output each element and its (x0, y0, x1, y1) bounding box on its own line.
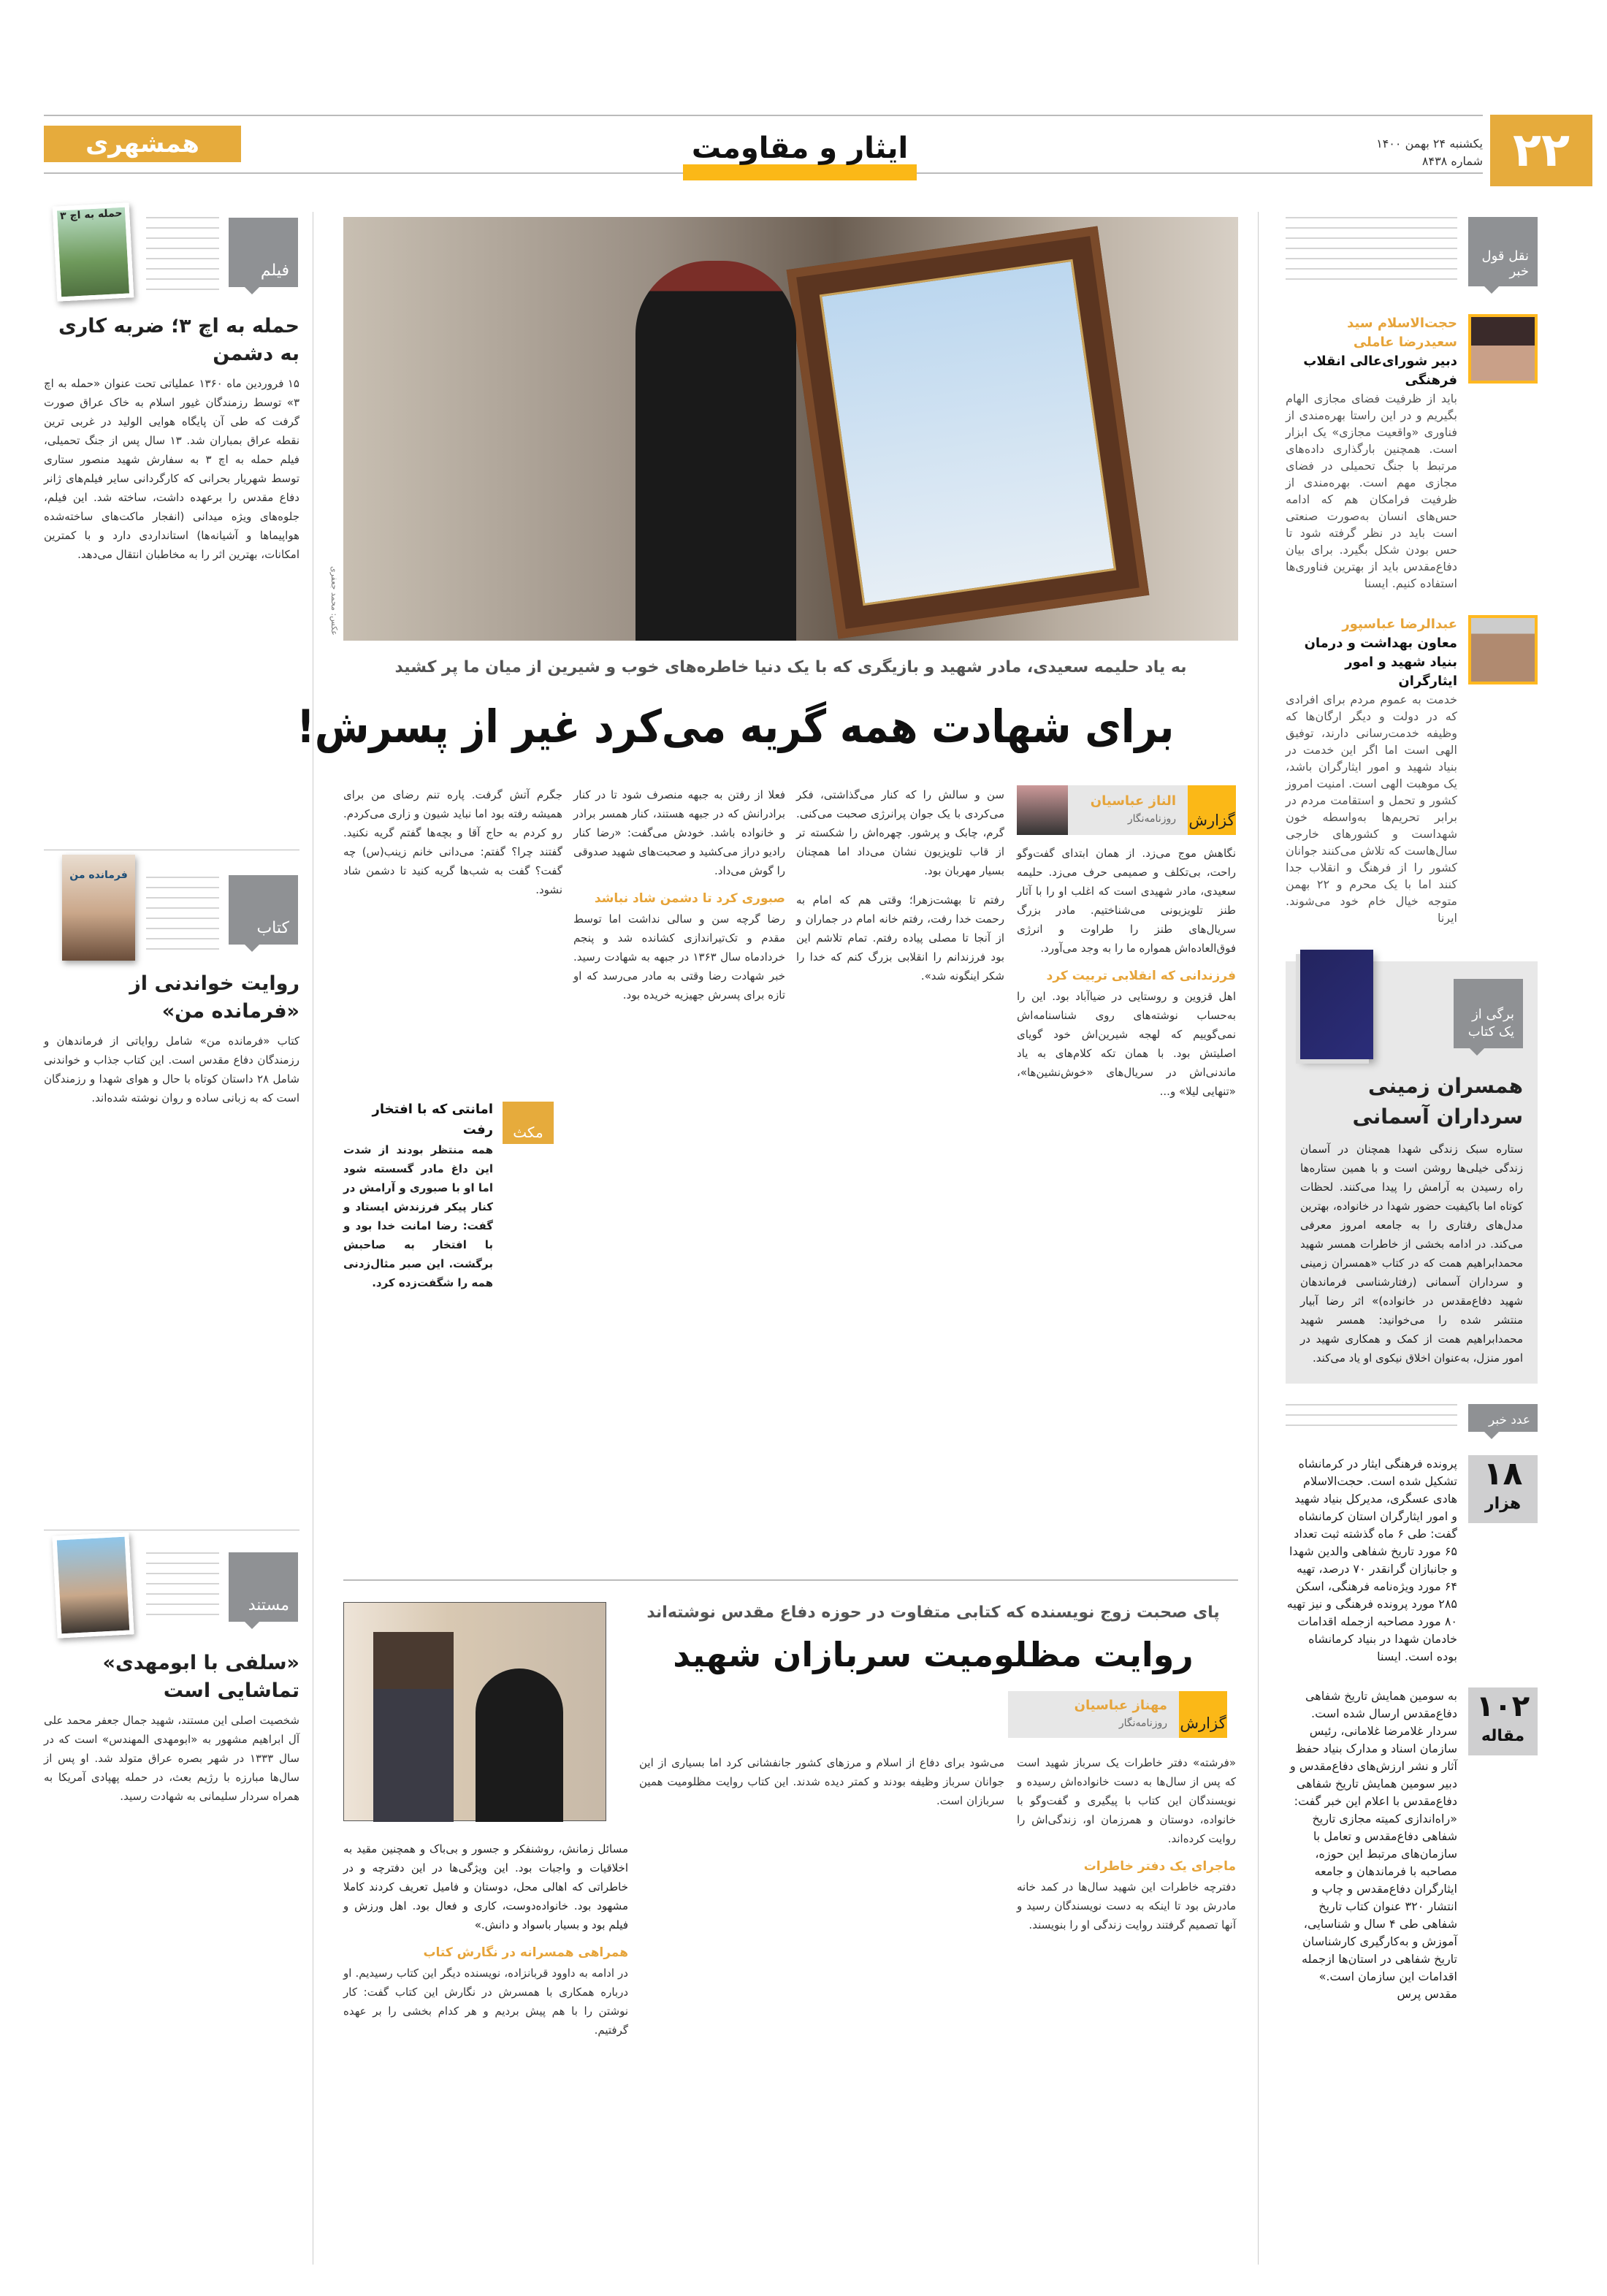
quote-name: عبدالرضا عباسپور (1342, 617, 1457, 632)
number-item (1286, 1455, 1538, 1666)
decor-lines (146, 877, 219, 950)
column-divider (1258, 212, 1259, 2265)
quote-header (1286, 217, 1538, 286)
book-title: روایت خواندنی از «فرمانده من» (129, 972, 299, 1023)
header-top-rule (44, 115, 1483, 116)
portrait-frame (787, 226, 1150, 639)
author-name: مهناز عباسیان (1074, 1698, 1167, 1713)
article-subhead: صبوری کرد تا دشمن شاد نباشد (594, 891, 785, 906)
article-subhead: فرزندانی که انقلابی تربیت کرد (1046, 969, 1236, 983)
tag-pause: مکث (503, 1102, 554, 1144)
article-paragraph: رضا گرچه سن و سالی نداشت اما توسط مقدم و تک‌تیراندازی کشانده شد و پنجم خردادماه سال ۱۳۶۳ در جبهه به شهادت رسید. خبر شهادت رضا وقتی به مادر می‌رسد که او تازه برای پسرش جهیزیه خریده بود. (573, 912, 785, 1002)
quote-role: دبیر شورای‌عالی انقلاب فرهنگی (1303, 354, 1457, 388)
article-paragraph: رفتم تا بهشت‌زهرا؛ وقتی هم که امام به رحمت خدا رفت، رفتم خانه امام در جماران و از آنجا تا مصلی پیاده رفتم. تمام تلاشم این بود فرزندانم را انقلابی بزرگ کنم که خدا را شکر اینگونه شد». (796, 893, 1004, 983)
authors-photo (343, 1602, 606, 1821)
article-kicker-text: به یاد حلیمه سعیدی، مادر شهید و بازیگری که با یک دنیا خاطره‌های خوب و شیرین از میان ما پر کشید (394, 658, 1187, 676)
film-body: ۱۵ فروردین ماه ۱۳۶۰ عملیاتی تحت عنوان «حمله به اچ ۳» توسط رزمندگان غیور اسلام به خاک عراق صورت گرفت که طی آن پایگاه هوایی الولید در غربی ترین نقطه عراق بمباران شد. ۱۳ سال پس از جنگ تحمیلی، فیلم حمله به اچ ۳ به سفارش شهید منصور ستاری توسط شهریار بحرانی که کارگردانی سایر فیلم‌های ژانر دفاع مقدس را برعهده داشت، ساخته شد. این فیلم، جلوه‌های ویژه میدانی (انفجار ماکت‌های ساخته‌شده هواپیماها و آشیانه‌ها) استانداردی دارد و با کمترین امکانات، بهترین اثر را به مخاطبان انتقال می‌دهد. (44, 377, 299, 561)
film-poster (53, 202, 134, 301)
quote-item (1286, 314, 1538, 592)
sidebar-body: همه منتظر بودند از شدت این داغ مادر گسسته شود اما او با صبوری و آرامش در کنار پیکر فرزندش ایستاد و گفت: رضا امانت خدا بود و با افتخار به صاحبش برگشت. این صبر مثال‌زدنی همه را شگفت‌زده کرد. (343, 1143, 493, 1289)
book-cover-title: فرمانده من (69, 869, 128, 881)
byline-label: گزارش (1188, 785, 1236, 835)
article-headline (296, 694, 1238, 760)
avatar-ameli (1468, 314, 1538, 384)
byline-info (1079, 793, 1188, 828)
quote-item (1286, 615, 1538, 926)
article-paragraph: در ادامه به داوود قربانزاده، نویسنده دیگر این کتاب رسیدیم. او درباره همکاری با همسرش در نگارش این کتاب گفت: کار نوشتن را با هم پیش بردیم و هر کدام بخشی را بر عهده گرفتیم. (343, 1967, 628, 2037)
article-paragraph: اهل قزوین و روستایی در ضیاآباد بود. این را به‌حساب نوشته‌های روی شناسنامه‌اش نمی‌گوییم که لهجه شیرین‌اش خود گویای اصلیتش بود. با همان تکه کلام‌های به یاد ماندنی‌اش در سریال‌های «خوش‌نشین‌ها»، «تنهایی لیلا» و... (1017, 990, 1236, 1098)
documentary-poster (52, 1532, 134, 1638)
number-text: به سومین همایش تاریخ شفاهی دفاع‌مقدس ارسال شده است. سردار غلامرضا غلامانی، رئیس سازمان اسناد و مدارک بنیاد حفظ آثار و نشر ارزش‌های دفاع‌مقدس و دبیر سومین همایش تاریخ شفاهی دفاع‌مقدس با اعلام این خبر گفت: «راه‌اندازی کمیته مجازی تاریخ شفاهی دفاع‌مقدس و تعامل با سازمان‌های مرتبط این حوزه، مصاحبه با فرماندهان و جامعه ایثارگران دفاع‌مقدس و چاپ و انتشار ۳۲۰ عنوان کتاب تاریخ شفاهی طی ۴ سال و شناسایی، آموزش و به‌کارگیری کارشناسان تاریخ شفاهی در استان‌ها ازجمله اقدامات این سازمان است.» مقدس پرس (1290, 1689, 1457, 2001)
byline (1017, 785, 1236, 835)
tag-book-excerpt: برگی از یک کتاب (1454, 979, 1523, 1048)
byline-label: گزارش (1179, 1691, 1227, 1738)
tag-quote: نقل قول خبر (1468, 217, 1538, 286)
documentary-title: «سلفی با ابومهدی» تماشایی است (102, 1652, 299, 1702)
article-paragraph: دفترچه خاطرات این شهید سال‌ها در کمد خانه مادرش بود تا اینکه به دست نویسندگان رسید و آنها تصمیم گرفتند روایت زندگی او را بنویسند. (1017, 1880, 1236, 1931)
author-name: الناز عباسیان (1090, 793, 1176, 809)
quote-role: معاون بهداشت و درمان بنیاد شهید و امور ایثارگران (1304, 636, 1457, 689)
article-paragraph: جگرم آتش گرفت. پاره تنم رضای من برای همیشه رفته بود اما نباید شیون و زاری می‌کردم. رو کردم به حاج آقا و بچه‌ها گفتم گریه نکنید. گفتند چرا؟ گفتم: می‌دانی خانم زینب(س) چه گفت؟ گفت به شب‌ها گریه کنید تا دشمن شاد نشود. (343, 788, 562, 896)
mother-figure (635, 261, 796, 641)
right-column (1286, 217, 1538, 2003)
second-kicker (628, 1601, 1238, 1625)
sidebar-title: امانتی که با افتخار رفت (372, 1102, 493, 1137)
book-cover (1300, 950, 1373, 1059)
number-text: پرونده فرهنگی ایثار در کرمانشاه تشکیل شده است. حجت‌الاسلام هادی عسگری، مدیرکل بنیاد شهید و امور ایثارگران استان کرمانشاه گفت: طی ۶ ماه گذشته ثبت تعداد ۶۵ مورد تاریخ شفاهی والدین شهدا و جانبازان گرانقدر ۷۰ درصد، تهیه ۶۴ مورد ویژه‌نامه فرهنگی، اسکن ۲۸۵ مورد پرونده فرهنگی و نیز تهیه ۸۰ مورد مصاحبه ازجمله اقدامات خادمان شهدا در بنیاد کرمانشاه بوده است. ایسنا (1286, 1457, 1457, 1663)
photo-credit: عکس: محمد جعفری (329, 566, 339, 636)
book-excerpt-title: همسران زمینی سرداران آسمانی (1352, 1074, 1523, 1129)
author-role: روزنامه‌نگار (1127, 813, 1176, 825)
tag-documentary: مستند (229, 1552, 298, 1622)
decor-lines (146, 217, 219, 290)
number-item (1286, 1687, 1538, 2003)
quote-name: حجت‌الاسلام سید سعیدرضا عاملی (1347, 316, 1457, 350)
documentary-body: شخصیت اصلی این مستند، شهید جمال جعفر محمد علی آل ابراهیم مشهور به «ابومهدی المهندس» است که در سال ۱۳۳۳ در شهر بصره عراق متولد شد. او پس از سال‌ها مبارزه با رژیم بعث، در حمله پهپادی آمریکا به همراه سردار سلیمانی به شهادت رسید. (44, 1714, 300, 1803)
tag-book: کتاب (229, 875, 298, 945)
article-subhead: همراهی همسرانه در نگارش کتاب (423, 1945, 628, 1960)
article-paragraph: می‌شود برای دفاع از اسلام و مرزهای کشور جانفشانی کرد اما بسیاری از این جوانان سرباز وظیفه بودند و کمتر دیده شدند. این کتاب روایت مظلومیت همین سربازان است. (639, 1756, 1004, 1807)
section-title-bar (683, 164, 917, 180)
film-poster-title: حمله به اچ ۳ (59, 207, 123, 223)
article-paragraph: نگاهش موج می‌زد. از همان ابتدای گفت‌وگو راحت، بی‌تکلف و صمیمی حرف می‌زد. حلیمه سعیدی، مادر شهیدی است که اغلب او را با آثار طنز تلویزیونی می‌شناختیم. مادر بزرگ سریال‌های طنز را طراوت و انرژی فوق‌العاده‌اش همواره ما را به وجد می‌آورد. (1017, 847, 1236, 955)
article-paragraph: «فرشته» دفتر خاطرات یک سرباز شهید است که پس از سال‌ها به دست خانواده‌اش رسیده و نویسندگان این کتاب با پیگیری و گفت‌وگو با خانواده، دوستان و همرزمان او، زندگی‌اش را روایت کرده‌اند. (1017, 1756, 1236, 1845)
man-figure (373, 1632, 454, 1822)
article-kicker (343, 656, 1238, 679)
article-divider (343, 1579, 1238, 1581)
article-paragraph: مسائل زمانش، روشنفکر و جسور و بی‌باک و همچنین مقید به اخلاقیات و واجبات بود. این ویژگی‌ها در این دفترچه و در خاطراتی که اهالی محل، دوستان و فامیل تعریف کردند کاملا مشهود بود. خانواده‌دوست، کاری و فعال بود. اهل ورزش و فیلم بود و بسیار باسواد و دانش.» (343, 1842, 628, 1931)
quote-text: خدمت به عموم مردم برای افرادی که در دولت و دیگر ارگان‌ها که وظیفه خدمت‌رسانی دارند، توفیق الهی است اما اگر این خدمت در بنیاد شهید و امور ایثارگران باشد، یک موهبت الهی است. امنیت امروز کشور و تحمل و استقامت مردم در برابر تحریم‌ها به‌واسطه خون شهداست و کشورهای خارجی سال‌هاست که تلاش می‌کنند جوانان کشور را از فرهنگ و انقلاب جدا کنند اما با یک محرم و ۲۲ بهمن متوجه خیال خام خود می‌شوند. ایرنا (1286, 693, 1457, 925)
film-title: حمله به اچ ۳؛ ضربه کاری به دشمن (58, 315, 299, 365)
tag-number-news: عدد خبر (1468, 1404, 1538, 1432)
number-unit: مقاله (1481, 1727, 1525, 1745)
second-kicker-text: پای صحبت زوج نویسنده که کتابی متفاوت در حوزه دفاع مقدس نوشته‌اند (646, 1603, 1220, 1622)
main-photo (343, 217, 1238, 641)
page-number: ۲۲ (1490, 115, 1592, 186)
quote-text: باید از ظرفیت فضای مجازی الهام بگیریم و در این راستا بهره‌مندی از فناوری «واقعیت مجازی» یک ابزار است. همچنین بارگذاری داده‌های مرتبط با جنگ تحمیلی در فضای مجازی مهم است. بهره‌مندی از ظرفیت فرامکان هم که ادامه حس‌های انسان به‌صورت صنعتی است باید در نظر گرفته شود تا حس بودن شکل بگیرد. برای بیان دفاع‌مقدس باید از بهترین فناوری‌ها استفاده کنیم. ایسنا (1286, 392, 1457, 590)
article-subhead: ماجرای یک دفتر خاطرات (1083, 1859, 1236, 1874)
byline-info (1063, 1697, 1179, 1732)
newspaper-logo: همشهری (44, 126, 241, 162)
number-badge (1468, 1455, 1538, 1523)
issue-info (1286, 135, 1483, 170)
book-excerpt-header (1300, 979, 1523, 1059)
second-headline (628, 1633, 1238, 1677)
article-paragraph: سن و سالش را که کنار می‌گذاشتی، فکر می‌کردی با یک جوان پرانرژی صحبت می‌کنی. گرم، چابک و پرشور. چهره‌اش را شکسته تر از قاب تلویزیون نشان می‌داد اما همچنان بسیار مهربان بود. (796, 788, 1004, 877)
book-cover (62, 855, 135, 961)
book-excerpt-panel (1286, 961, 1538, 1384)
decor-lines (1286, 1404, 1457, 1430)
decor-lines (1286, 217, 1457, 286)
author-role: روزنامه‌نگار (1118, 1717, 1167, 1729)
number-value: ۱۰۲ (1476, 1690, 1530, 1723)
number-badge (1468, 1687, 1538, 1755)
number-unit: هزار (1484, 1495, 1522, 1513)
second-headline-text: روایت مظلومیت سربازان شهید (673, 1635, 1194, 1674)
portrait-image (820, 259, 1116, 606)
number-value: ۱۸ (1483, 1455, 1523, 1492)
article-paragraph: فعلا از رفتن به جبهه منصرف شود تا در کنار برادرانش که در جبهه هستند، کنار همسر برادر و خانواده باشد. خودش می‌گفت: «رضا کنار رادیو دراز می‌کشید و صحبت‌های شهید صدوقی را گوش می‌داد. (573, 788, 785, 877)
author-avatar (1017, 785, 1068, 835)
byline (1008, 1691, 1227, 1738)
article-headline-text: برای شهادت همه گریه می‌کرد غیر از پسرش! (296, 700, 1174, 753)
book-excerpt-body: ستاره سبک زندگی شهدا همچنان در آسمان زندگی خیلی‌ها روشن است و با همین ستاره‌ها راه رسیدن به آرامش را پیدا می‌کنند. لحظات کوتاه اما باکیفیت حضور شهدا در خانواده، بهترین مدل‌های رفتاری را به جامعه امروز معرفی می‌کند. در ادامه بخشی از خاطرات همسر شهید محمدابراهیم همت که در کتاب «همسران زمینی و سرداران آسمانی (رفتارشناسی فرماندهان شهید دفاع‌مقدس در خانواده)» اثر رضا آبیار منتشر شده را می‌خوانید: همسر شهید محمدابراهیم همت از کمک و همکاری شهید در امور منزل، به‌عنوان اخلاق نیکوی او یاد می‌کند. (1300, 1143, 1523, 1365)
number-news-header (1286, 1404, 1538, 1432)
section-title: ایثار و مقاومت (691, 131, 909, 165)
issue-number: شماره ۸۴۳۸ (1421, 154, 1483, 168)
avatar-abbaspour (1468, 615, 1538, 684)
tag-film: فیلم (229, 218, 298, 287)
book-body: کتاب «فرمانده من» شامل روایاتی از فرماندهان و رزمندگان دفاع مقدس است. این کتاب جذاب و خواندنی شامل ۲۸ داستان کوتاه با حال و هوای شهدا و رزمندگان است که به زبانی ساده و روان نوشته شده‌اند. (44, 1034, 299, 1105)
woman-figure (476, 1668, 563, 1822)
issue-date: یکشنبه ۲۴ بهمن ۱۴۰۰ (1376, 137, 1483, 150)
decor-lines (146, 1552, 219, 1622)
